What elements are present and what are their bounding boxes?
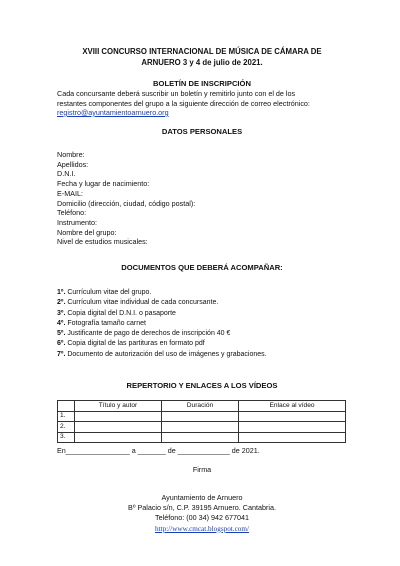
column-header-titulo: Título y autor — [75, 401, 162, 412]
field-instrumento: Instrumento: — [57, 217, 97, 227]
datos-heading: DATOS PERSONALES — [161, 127, 243, 136]
field-apellidos: Apellidos: — [57, 159, 89, 169]
footer-phone: Teléfono: (00 34) 942 677041 — [155, 513, 249, 523]
title-line-1: XVIII CONCURSO INTERNACIONAL DE MÚSICA DE CÁMARA DE — [82, 47, 322, 56]
field-email: E-MAIL: — [57, 188, 83, 198]
boletin-heading: BOLETÍN DE INSCRIPCIÓN — [153, 79, 251, 88]
field-domicilio: Domicilio (dirección, ciudad, código postal): — [57, 198, 196, 208]
date-year: de 2021. — [231, 446, 260, 455]
column-header-duracion: Duración — [162, 401, 239, 412]
repertorio-heading: REPERTORIO Y ENLACES A LOS VÍDEOS — [126, 381, 278, 390]
cell-duracion[interactable] — [162, 432, 239, 443]
table-row — [58, 432, 346, 443]
cell-duracion[interactable] — [162, 411, 239, 422]
cell-enlace[interactable] — [239, 422, 346, 433]
date-month-blank[interactable]: _____________ — [177, 446, 230, 455]
list-item: 1º. Currículum vitae del grupo. — [57, 289, 152, 296]
cell-enlace[interactable] — [239, 432, 346, 443]
footer-org: Ayuntamiento de Arnuero — [161, 493, 243, 502]
row-number: 3. — [58, 432, 75, 443]
personal-data-fields — [57, 150, 347, 247]
list-item: 3º. Copia digital del D.N.I. o pasaporte — [57, 309, 176, 317]
signature-label: Firma — [192, 465, 212, 474]
field-nivel-estudios: Nivel de estudios musicales: — [57, 237, 148, 247]
list-item: 2º. Currículum vitae individual de cada concursante. — [57, 299, 219, 307]
cell-enlace[interactable] — [239, 411, 346, 422]
cell-titulo[interactable] — [75, 411, 162, 422]
list-item: 5º. Justificante de pago de derechos de inscripción 40 € — [57, 330, 231, 337]
cell-duracion[interactable] — [162, 422, 239, 433]
list-item: 6º. Copia digital de las partituras en formato pdf — [57, 340, 205, 348]
date-line — [57, 447, 347, 456]
documents-list — [57, 288, 347, 360]
date-de: de — [167, 446, 176, 455]
boletin-section — [57, 79, 347, 117]
document-title — [57, 47, 347, 68]
website-link[interactable]: http://www.cmcat.blogspot.com/ — [155, 524, 249, 533]
field-nombre-grupo: Nombre del grupo: — [57, 227, 117, 237]
title-line-2: ARNUERO 3 y 4 de julio de 2021. — [141, 57, 263, 67]
column-header-num — [58, 401, 75, 412]
row-number: 2. — [58, 422, 75, 433]
cell-titulo[interactable] — [75, 432, 162, 443]
row-number: 1. — [58, 411, 75, 422]
list-item: 7º. Documento de autorización del uso de imágenes y grabaciones. — [57, 350, 267, 358]
date-day-blank[interactable]: _______ — [137, 446, 166, 455]
repertoire-table — [57, 400, 346, 443]
date-en: En — [57, 446, 66, 455]
field-dni: D.N.I. — [57, 169, 76, 179]
table-row — [58, 411, 346, 422]
field-fecha-lugar: Fecha y lugar de nacimiento: — [57, 179, 150, 189]
footer — [57, 493, 347, 534]
list-item: 4º. Fotografía tamaño carnet — [57, 319, 146, 327]
date-place-blank[interactable]: ________________ — [65, 446, 130, 455]
field-nombre: Nombre: — [57, 150, 85, 159]
table-row — [58, 422, 346, 433]
documentos-heading: DOCUMENTOS QUE DEBERÁ ACOMPAÑAR: — [121, 263, 283, 272]
boletin-text-line-1: Cada concursante deberá suscribir un boletín y remitirlo junto con el de los — [57, 89, 296, 99]
cell-titulo[interactable] — [75, 422, 162, 433]
boletin-text-line-2: restantes componentes del grupo a la siguiente dirección de correo electrónico: — [57, 98, 310, 108]
column-header-enlace: Enlace al vídeo — [239, 401, 346, 412]
date-a: a — [131, 446, 136, 455]
field-telefono: Teléfono: — [57, 208, 87, 218]
footer-address: Bº Palacio s/n, C.P. 39195 Arnuero. Cantabria. — [128, 503, 276, 513]
table-header-row — [58, 401, 346, 412]
registration-email-link[interactable]: registro@ayuntamientoarnuero.org — [57, 107, 169, 117]
